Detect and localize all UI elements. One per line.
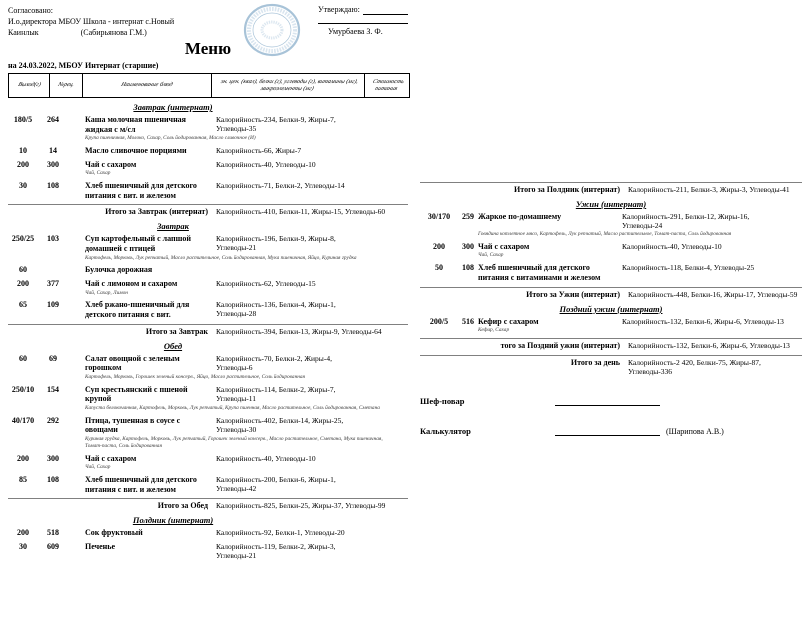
dish-nutrition: Калорийность-136, Белки-4, Жиры-1, Углеводы-28 bbox=[216, 300, 336, 319]
dish-name: Хлеб пшеничный для детского питания с вит. и железом bbox=[85, 475, 197, 494]
column-header-recipe: №рец. bbox=[50, 74, 83, 97]
total-label: Итого за день bbox=[570, 358, 620, 367]
total-row bbox=[420, 355, 802, 376]
dish-row bbox=[8, 181, 408, 200]
dish-output: 30 bbox=[19, 181, 27, 191]
dish-output: 30/170 bbox=[427, 212, 451, 221]
dish-recipe-number: 264 bbox=[47, 115, 59, 124]
dish-row bbox=[8, 160, 408, 177]
dish-row bbox=[8, 454, 408, 471]
dish-name: Жаркое по-домашнему bbox=[478, 212, 562, 221]
dish-recipe-number: 14 bbox=[49, 146, 57, 156]
dish-row-main bbox=[8, 542, 408, 560]
dish-row-main bbox=[420, 242, 802, 252]
dish-recipe-number: 108 bbox=[462, 263, 474, 273]
dish-output: 200 bbox=[433, 241, 445, 251]
dish-nutrition: Калорийность-119, Белки-2, Жиры-3, Углеводы-21 bbox=[216, 541, 336, 560]
agreed-signer-name: (Сабирьянова Г.М.) bbox=[80, 28, 147, 38]
dish-row bbox=[8, 234, 408, 261]
dish-name: Сок фруктовый bbox=[85, 528, 143, 538]
approve-signature-line bbox=[363, 6, 408, 15]
dish-row bbox=[8, 279, 408, 296]
dish-output: 65 bbox=[19, 300, 27, 310]
dish-row bbox=[8, 385, 408, 412]
total-nutrition: Калорийность-410, Белки-11, Жиры-15, Углеводы-60 bbox=[216, 207, 386, 217]
total-row bbox=[420, 287, 802, 299]
dish-row bbox=[420, 317, 802, 334]
dish-name: Хлеб пшеничный для детского питания с витаминами и железом bbox=[478, 263, 601, 282]
dish-nutrition: Калорийность-114, Белки-2, Жиры-7, Углеводы-11 bbox=[216, 384, 336, 403]
agreed-block bbox=[8, 5, 258, 39]
dish-row-main bbox=[8, 300, 408, 319]
dish-name: Суп картофельный с лапшой домашней с птицей bbox=[85, 234, 192, 253]
dish-recipe-number: 69 bbox=[49, 353, 57, 363]
dish-recipe-number: 609 bbox=[47, 541, 59, 551]
total-label: того за Поздний ужин (интернат) bbox=[500, 341, 620, 350]
dish-row bbox=[420, 263, 802, 282]
dish-recipe-number: 108 bbox=[47, 181, 59, 191]
column-header-nutrition: эн. цен. (ккал), белки (г), углеводы (г), витамины (мг), микроэлементы (мг) bbox=[212, 74, 365, 97]
calculator-signer-name: (Шарипова А.В.) bbox=[666, 427, 724, 436]
dish-name: Чай с сахаром bbox=[85, 453, 137, 463]
dish-name: Хлеб пшеничный для детского питания с вит. и железом bbox=[85, 181, 197, 200]
dish-name: Чай с сахаром bbox=[85, 159, 137, 169]
agreed-director-line: И.о.директора МБОУ Школа - интернат с.Новый bbox=[8, 17, 175, 27]
dish-row-main bbox=[420, 317, 802, 327]
total-row bbox=[8, 204, 408, 216]
dish-recipe-number: 518 bbox=[47, 528, 59, 538]
meal-section-header: Ужин (интернат) bbox=[575, 199, 647, 209]
dish-recipe-number: 154 bbox=[47, 384, 59, 394]
approve-block bbox=[318, 5, 408, 38]
chef-label: Шеф-повар bbox=[420, 396, 465, 406]
dish-ingredients: Крупа пшеничная, Молоко, Сахар, Соль йодированная, Масло сливочное (И) bbox=[85, 135, 256, 142]
dish-row-main bbox=[8, 160, 408, 170]
total-label: Итого за Полдник (интернат) bbox=[514, 185, 620, 194]
dish-row-main bbox=[8, 475, 408, 494]
total-label: Итого за Ужин (интернат) bbox=[526, 289, 620, 299]
dish-row-main bbox=[8, 265, 408, 275]
dish-recipe-number: 516 bbox=[462, 316, 474, 326]
dish-row-main bbox=[8, 528, 408, 538]
dish-recipe-number: 300 bbox=[462, 241, 474, 251]
dish-recipe-number: 377 bbox=[47, 278, 59, 288]
dish-row bbox=[8, 300, 408, 319]
dish-recipe-number: 109 bbox=[47, 300, 59, 310]
dish-output: 60 bbox=[19, 353, 27, 363]
dish-recipe-number: 259 bbox=[462, 212, 474, 221]
dish-nutrition: Калорийность-40, Углеводы-10 bbox=[216, 453, 316, 463]
dish-ingredients: Чай, Сахар bbox=[85, 464, 111, 471]
meal-section-header: Обед bbox=[163, 340, 183, 351]
total-nutrition: Калорийность-448, Белки-16, Жиры-17, Углеводы-59 bbox=[628, 289, 798, 299]
dish-row bbox=[8, 542, 408, 560]
dish-recipe-number: 103 bbox=[47, 234, 59, 244]
dish-nutrition: Калорийность-92, Белки-1, Углеводы-20 bbox=[216, 528, 345, 538]
calculator-label: Калькулятор bbox=[420, 426, 471, 436]
page-subtitle: на 24.03.2022, МБОУ Интернат (старшие) bbox=[8, 61, 159, 70]
dish-row-main bbox=[8, 234, 408, 253]
dish-name: Булочка дорожная bbox=[85, 265, 153, 275]
dish-output: 40/170 bbox=[11, 415, 35, 425]
dish-output: 85 bbox=[19, 475, 27, 485]
meal-section-header: Завтрак (интернат) bbox=[133, 102, 213, 112]
dish-row-main bbox=[420, 263, 802, 282]
dish-name: Каша молочная пшеничная жидкая с м/сл bbox=[85, 115, 186, 134]
dish-row bbox=[420, 212, 802, 238]
dish-name: Хлеб ржано-пшеничный для детского питания с вит. bbox=[85, 300, 190, 320]
dish-output: 200 bbox=[17, 453, 29, 463]
dish-nutrition: Калорийность-234, Белки-9, Жиры-7, Углеводы-35 bbox=[216, 115, 336, 133]
dish-nutrition: Калорийность-132, Белки-6, Жиры-6, Углеводы-13 bbox=[622, 316, 784, 326]
dish-row bbox=[8, 146, 408, 156]
dish-row-main bbox=[8, 146, 408, 156]
dish-name: Чай с лимоном и сахаром bbox=[85, 278, 178, 288]
total-row bbox=[8, 498, 408, 510]
total-label: Итого за Обед bbox=[157, 501, 208, 511]
dish-output: 200 bbox=[17, 278, 29, 288]
dish-name: Суп крестьянский с пшеной крупой bbox=[85, 384, 188, 404]
meal-section-header: Поздний ужин (интернат) bbox=[559, 303, 663, 314]
dish-row-main bbox=[8, 416, 408, 435]
dish-ingredients: Чай, Сахар bbox=[85, 170, 111, 177]
total-nutrition: Калорийность-211, Белки-3, Жиры-3, Углеводы-41 bbox=[628, 185, 790, 194]
signature-block bbox=[420, 396, 802, 436]
dish-row bbox=[8, 354, 408, 381]
dish-nutrition: Калорийность-40, Углеводы-10 bbox=[216, 159, 316, 169]
approve-signer-name: Умурбаева З. Ф. bbox=[328, 27, 383, 37]
total-row bbox=[420, 338, 802, 350]
table-header bbox=[8, 73, 410, 98]
dish-recipe-number: 108 bbox=[47, 475, 59, 485]
total-nutrition: Калорийность-132, Белки-6, Жиры-6, Углеводы-13 bbox=[628, 341, 790, 350]
menu-column-right bbox=[420, 180, 802, 456]
dish-output: 200 bbox=[17, 528, 29, 538]
dish-row-main bbox=[8, 454, 408, 464]
dish-row-main bbox=[420, 212, 802, 230]
meal-section-header: Полдник (интернат) bbox=[132, 515, 214, 526]
dish-ingredients: Говядина котлетное мясо, Картофель, Лук репчатый, Масло растительное, Томат-паста, Соль йодированная bbox=[478, 231, 732, 237]
dish-output: 200 bbox=[17, 159, 29, 169]
dish-ingredients: Куриная грудка, Картофель, Морковь, Лук репчатый, Горошек зеленый консерв., Масло растительное, Сметана, Мука пшеничная, Томат-паста, Соль йодированная bbox=[85, 435, 383, 449]
total-nutrition: Калорийность-394, Белки-13, Жиры-9, Углеводы-64 bbox=[216, 326, 382, 336]
dish-output: 180/5 bbox=[13, 115, 33, 124]
total-nutrition: Калорийность-2 420, Белки-75, Жиры-87, Углеводы-336 bbox=[628, 358, 761, 376]
dish-ingredients: Чай, Сахар bbox=[478, 252, 504, 259]
dish-nutrition: Калорийность-196, Белки-9, Жиры-8, Углеводы-21 bbox=[216, 234, 336, 253]
column-header-dish: Наименование блюд bbox=[83, 74, 212, 97]
dish-output: 250/10 bbox=[11, 384, 35, 394]
calculator-signature-line bbox=[555, 426, 660, 436]
dish-nutrition: Калорийность-118, Белки-4, Углеводы-25 bbox=[622, 263, 755, 273]
dish-row-main bbox=[8, 181, 408, 200]
dish-name: Кефир с сахаром bbox=[478, 316, 539, 326]
menu-column-left bbox=[8, 100, 408, 564]
dish-nutrition: Калорийность-62, Углеводы-15 bbox=[216, 278, 316, 288]
total-row bbox=[420, 182, 802, 194]
dish-recipe-number: 300 bbox=[47, 159, 59, 169]
dish-row bbox=[8, 528, 408, 538]
dish-nutrition: Калорийность-402, Белки-14, Жиры-25, Углеводы-30 bbox=[216, 415, 344, 434]
dish-recipe-number: 292 bbox=[47, 415, 59, 425]
dish-nutrition: Калорийность-40, Углеводы-10 bbox=[622, 241, 722, 251]
dish-ingredients: Чай, Сахар, Лимон bbox=[85, 289, 128, 296]
column-header-cost: Стоимость питания bbox=[371, 78, 405, 92]
meal-section-header: Завтрак bbox=[157, 221, 189, 232]
dish-row-main bbox=[8, 279, 408, 289]
dish-row bbox=[420, 242, 802, 259]
total-row bbox=[8, 324, 408, 336]
agreed-location: Каинлык bbox=[8, 28, 39, 38]
dish-row bbox=[8, 115, 408, 142]
dish-name: Печенье bbox=[85, 541, 116, 551]
approve-signature-line-2 bbox=[318, 15, 408, 24]
dish-output: 10 bbox=[19, 146, 27, 156]
dish-name: Салат овощной с зеленым горошком bbox=[85, 353, 180, 373]
dish-row bbox=[8, 265, 408, 275]
dish-nutrition: Калорийность-70, Белки-2, Жиры-4, Углеводы-6 bbox=[216, 353, 332, 372]
dish-output: 30 bbox=[19, 541, 27, 551]
column-header-output: Выход(г) bbox=[9, 74, 50, 97]
dish-row bbox=[8, 416, 408, 450]
approve-label: Утверждаю: bbox=[318, 5, 360, 14]
dish-ingredients: Кефир, Сахар bbox=[478, 327, 510, 334]
dish-output: 250/25 bbox=[11, 234, 35, 244]
dish-row-main bbox=[8, 354, 408, 373]
chef-signature-line bbox=[555, 396, 660, 406]
agreed-label: Согласовано: bbox=[8, 6, 54, 15]
calculator-signature-row bbox=[420, 426, 802, 436]
total-nutrition: Калорийность-825, Белки-25, Жиры-37, Углеводы-99 bbox=[216, 501, 386, 511]
menu-column-right-items bbox=[420, 182, 802, 376]
dish-nutrition: Калорийность-71, Белки-2, Углеводы-14 bbox=[216, 181, 345, 191]
dish-ingredients: Капуста белокочанная, Картофель, Морковь, Лук репчатый, Крупа пшенная, Масло растительное, Соль йодированная, Сметана bbox=[85, 404, 380, 411]
dish-nutrition: Калорийность-291, Белки-12, Жиры-16, Углеводы-24 bbox=[622, 212, 750, 230]
dish-row-main bbox=[8, 115, 408, 134]
dish-output: 50 bbox=[435, 263, 443, 273]
dish-output: 200/5 bbox=[429, 316, 449, 326]
dish-row-main bbox=[8, 385, 408, 404]
page-title: Меню bbox=[184, 39, 232, 58]
dish-ingredients: Картофель, Морковь, Горошек зеленый консерв., Яйцо, Масло растительное, Соль йодированная bbox=[85, 373, 305, 380]
total-label: Итого за Завтрак (интернат) bbox=[105, 207, 208, 217]
dish-name: Масло сливочное порциями bbox=[85, 146, 187, 156]
dish-name: Птица, тушенная в соусе с овощами bbox=[85, 415, 181, 435]
dish-recipe-number: 300 bbox=[47, 453, 59, 463]
dish-row bbox=[8, 475, 408, 494]
chef-signature-row bbox=[420, 396, 802, 406]
dish-ingredients: Картофель, Морковь, Лук репчатый, Масло растительное, Соль йодированная, Мука пшеничная, Яйцо, Куриная грудка bbox=[85, 254, 357, 261]
total-label: Итого за Завтрак bbox=[145, 326, 208, 336]
dish-nutrition: Калорийность-200, Белки-6, Жиры-1, Углеводы-42 bbox=[216, 475, 336, 494]
dish-name: Чай с сахаром bbox=[478, 241, 530, 251]
dish-nutrition: Калорийность-66, Жиры-7 bbox=[216, 146, 302, 156]
dish-output: 60 bbox=[19, 265, 27, 275]
